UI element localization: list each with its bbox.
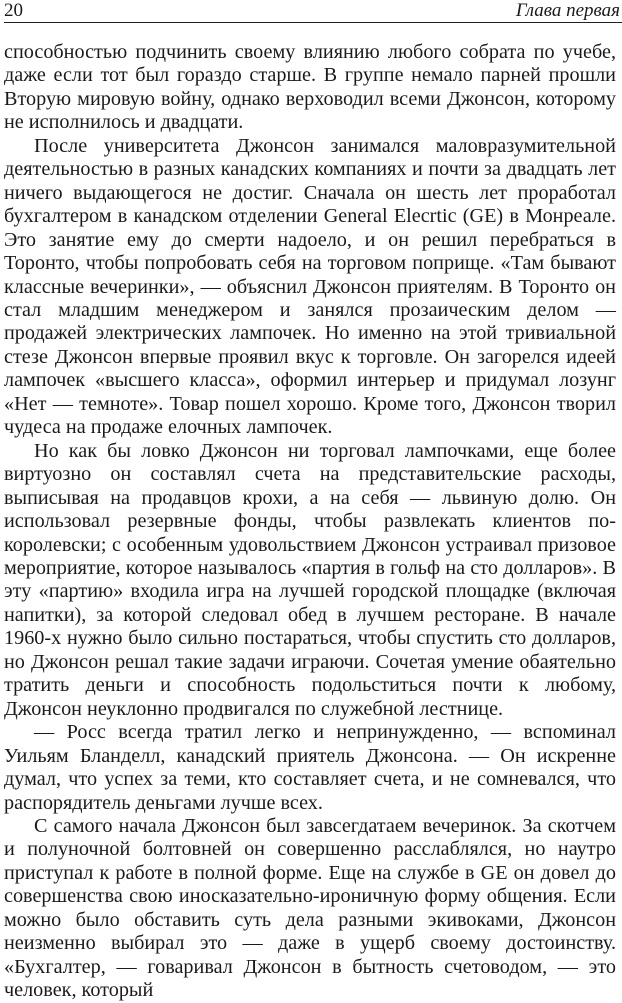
paragraph-1: способностью подчинить своему влиянию любого собрата по учебе, даже если тот был гораздо старше. В группе немало парней прошли Вторую мировую войну, однако верховодил всеми Джонсон, которому не исполнилось и двадцати. [4, 41, 616, 134]
paragraph-2: После университета Джонсон занимался маловразумительной деятельностью в разных канадских компаниях и почти за двадцать лет ничего выдающегося не достиг. Сначала он шесть лет проработал бухгалтером в канадском отделении General Elecrtic (GE) в Монреале. Это занятие ему до смерти надоело, и он решил перебраться в Торонто, чтобы попробовать себя на торговом поприще. «Там бывают классные вечеринки», — объяснил Джонсон приятелям. В Торонто он стал младшим менеджером и занялся прозаическим делом — продажей электрических лампочек. Но именно на этой тривиальной стезе Джонсон впервые проявил вкус к торговле. Он загорелся идеей лампочек «высшего класса», оформил интерьер и придумал лозунг «Нет — темноте». Товар пошел хорошо. Кроме того, Джонсон творил чудеса на продаже елочных лампочек. [4, 134, 616, 439]
paragraph-5: С самого начала Джонсон был завсегдатаем вечеринок. За скотчем и полуночной болтовней он совершенно расслаблялся, но наутро приступал к работе в полной форме. Еще на службе в GE он довел до совершенства свою иносказательно-ироничную форму общения. Если можно было обставить суть дела разными экивоками, Джонсон неизменно выбирал это — даже в ущерб своему достоинству. «Бухгалтер, — говаривал Джонсон в бытность счетоводом, — это человек, который [4, 814, 616, 1002]
paragraph-3: Но как бы ловко Джонсон ни торговал лампочками, еще более виртуозно он составлял счета на представительские расходы, выписывая на продавцов крохи, а на себя — львиную долю. Он использовал резервные фонды, чтобы развлекать клиентов по-королевски; с особенным удовольствием Джонсон устраивал призовое мероприятие, которое называлось «партия в гольф на сто долларов». В эту «партию» входила игра на лучшей городской площадке (включая напитки), за которой следовал обед в лучшем ресторане. В начале 1960-х нужно было сильно постараться, чтобы спустить сто долларов, но Джонсон решал такие задачи играючи. Сочетая умение обаятельно тратить деньги и способность подольститься почти к любому, Джонсон неуклонно продвигался по служебной лестнице. [4, 439, 616, 720]
body-text [4, 41, 616, 1003]
chapter-title: Глава первая [515, 0, 620, 21]
page-number: 20 [4, 0, 23, 21]
paragraph-4: — Росс всегда тратил легко и непринужденно, — вспоминал Уильям Бланделл, канадский приятель Джонсона. — Он искренне думал, что успех за теми, кто составляет счета, и не сомневался, что распорядитель деньгами лучше всех. [4, 721, 616, 814]
running-head [4, 0, 622, 23]
